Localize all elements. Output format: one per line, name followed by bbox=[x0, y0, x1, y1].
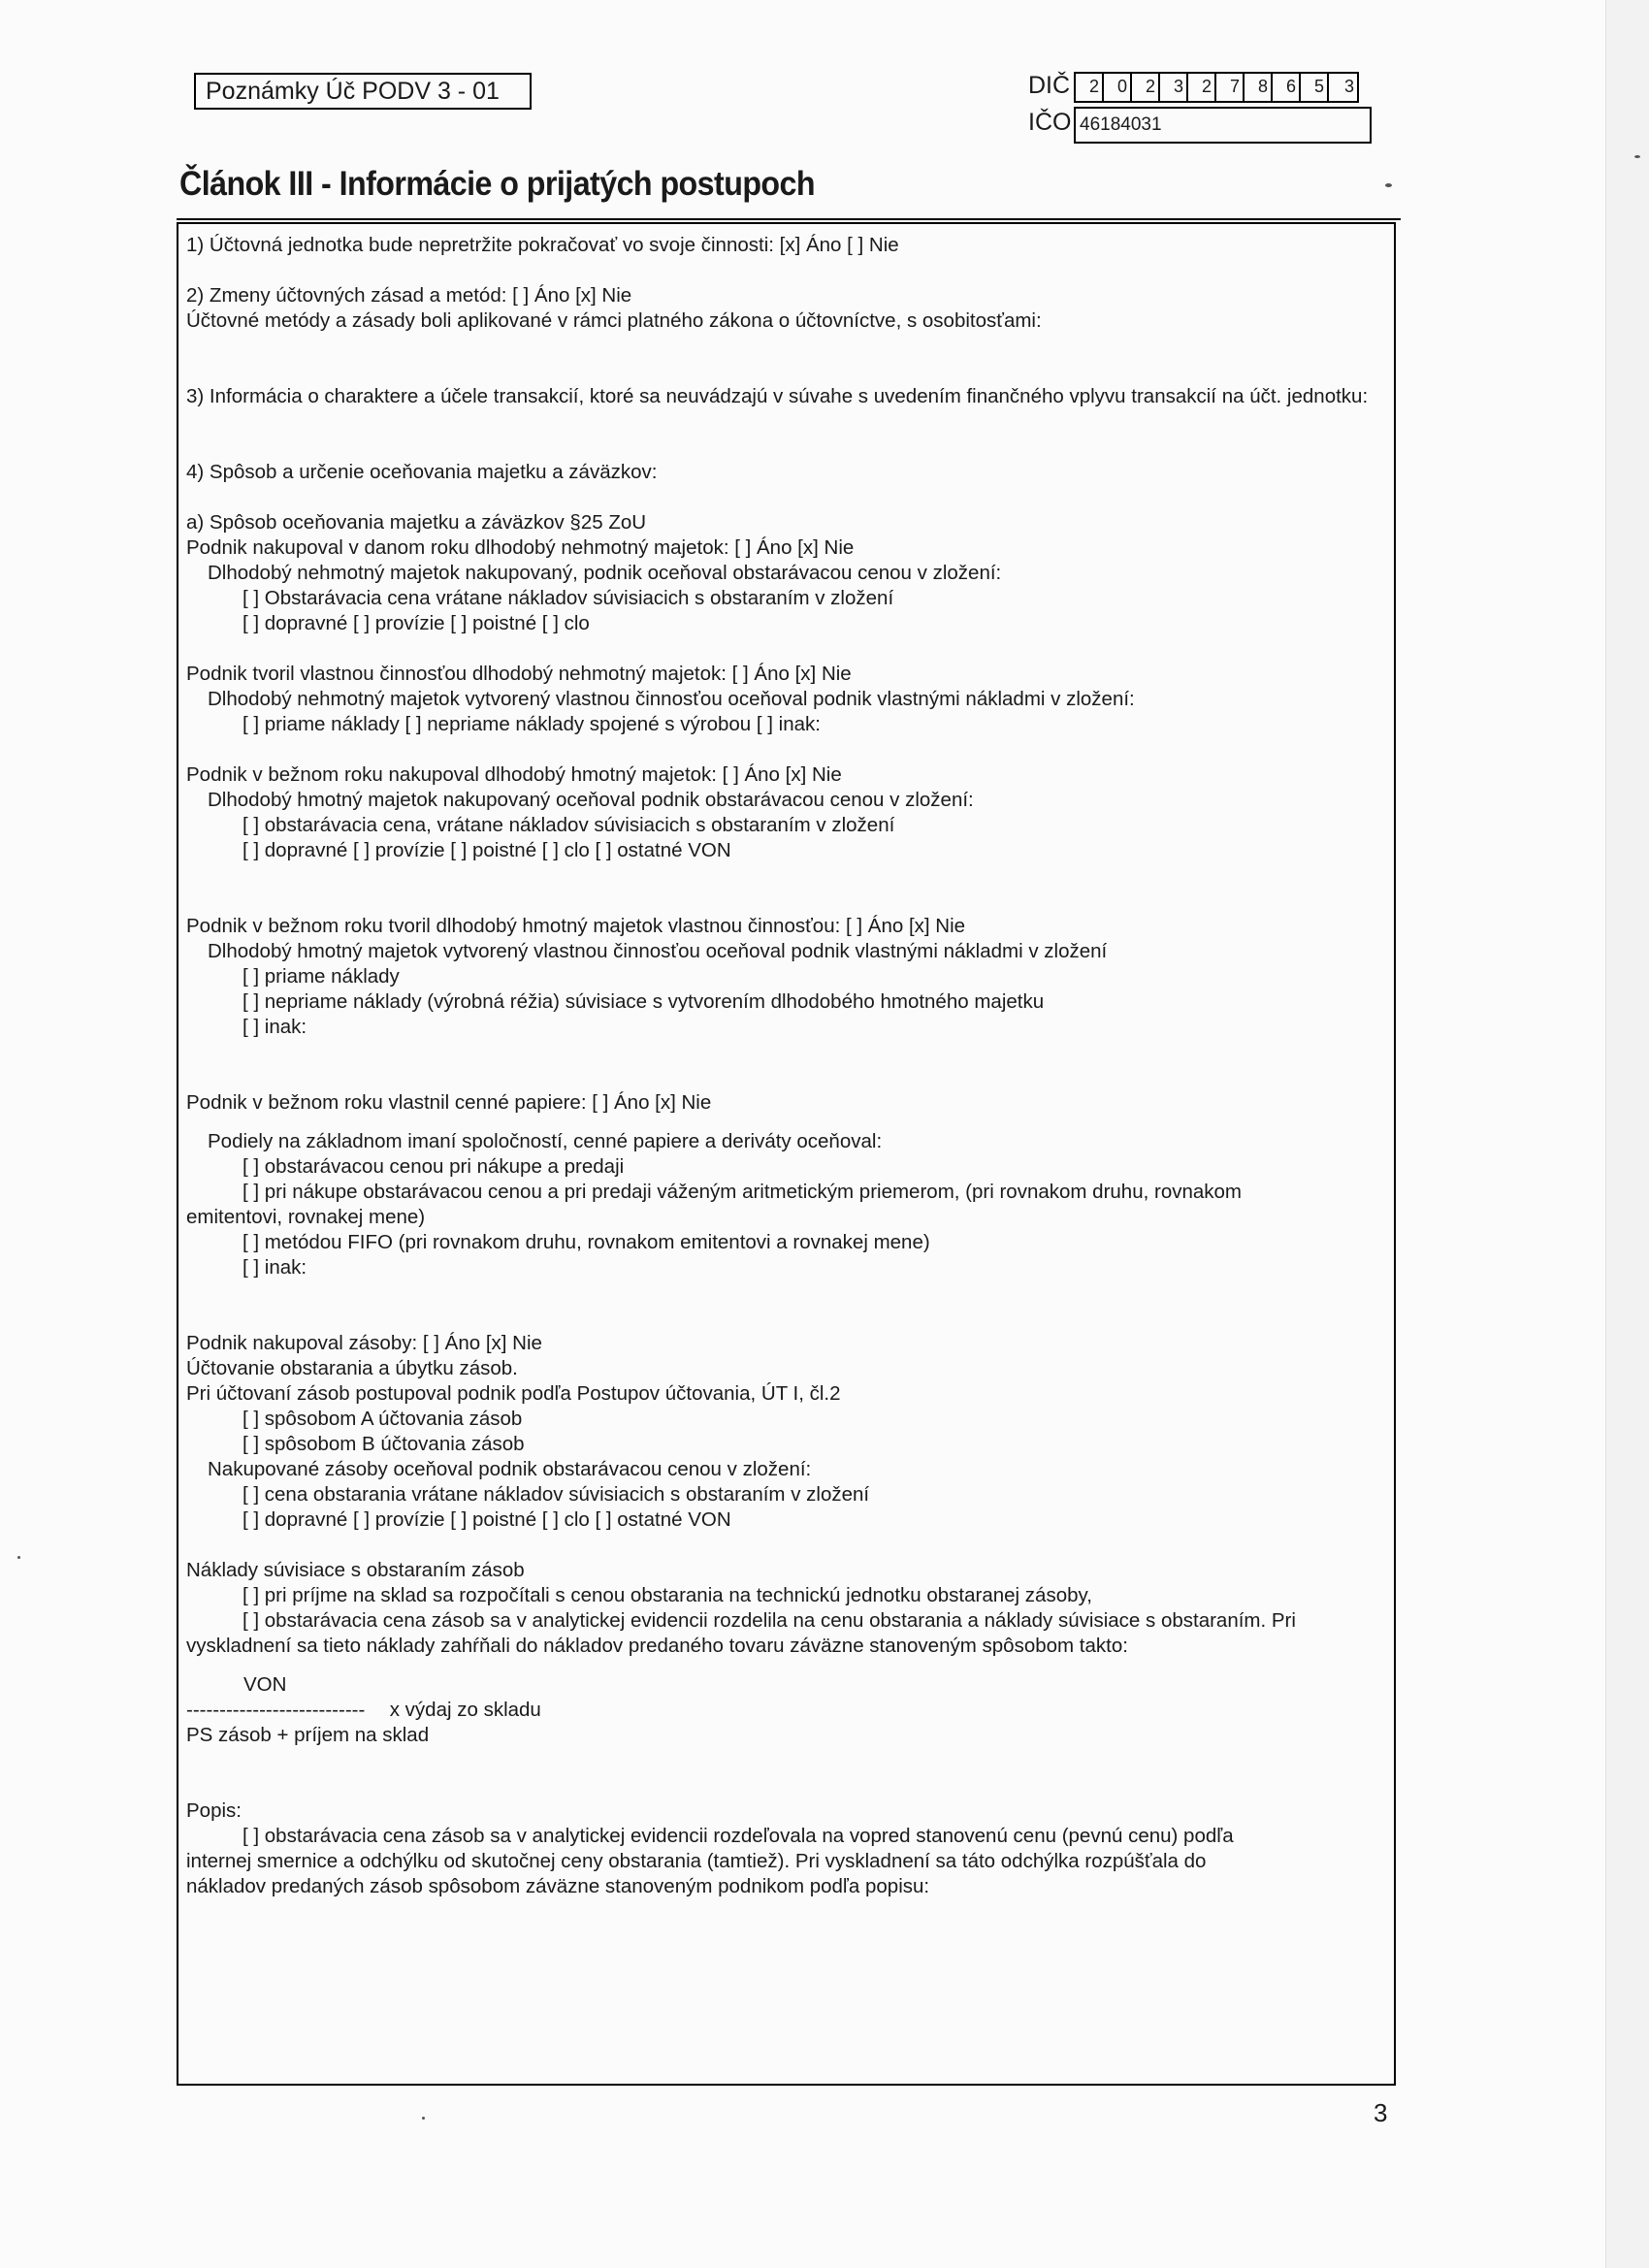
formula-denominator: PS zásob + príjem na sklad bbox=[186, 1724, 430, 1746]
ico-label: IČO bbox=[1028, 109, 1072, 136]
tangible-purchase-valuation: Dlhodobý hmotný majetok nakupovaný oceňoval podnik obstarávacou cenou v zložení: bbox=[208, 789, 974, 811]
inventory-valuation-option: [ ] cena obstarania vrátane nákladov súvisiacich s obstaraním v zložení bbox=[242, 1483, 870, 1506]
securities-option: [ ] obstarávacou cenou pri nákupe a predaji bbox=[242, 1155, 625, 1178]
inventory-accounting: Účtovanie obstarania a úbytku zásob. bbox=[186, 1357, 518, 1379]
description-option-cont: nákladov predaných zásob spôsobom záväzne stanoveným podnikom podľa popisu: bbox=[186, 1875, 930, 1897]
intangible-own: Podnik tvoril vlastnou činnosťou dlhodobý nehmotný majetok: [ ] Áno [x] Nie bbox=[186, 663, 852, 685]
page-number: 3 bbox=[1374, 2098, 1388, 2127]
securities-option-cont: emitentovi, rovnakej mene) bbox=[186, 1206, 426, 1228]
scan-speck bbox=[17, 1556, 20, 1559]
tangible-purchase-components: [ ] dopravné [ ] provízie [ ] poistné [ ] clo [ ] ostatné VON bbox=[242, 839, 731, 861]
acquisition-costs-option-cont: vyskladnení sa tieto náklady zahŕňali do nákladov predaného tovaru záväzne stanoveným spôsobom takto: bbox=[186, 1635, 1128, 1657]
dic-digit: 3 bbox=[1160, 74, 1188, 101]
description-option: [ ] obstarávacia cena zásob sa v analytickej evidencii rozdeľovala na vopred stanovenú cenu (pevnú cenu) podľa bbox=[242, 1825, 1234, 1847]
securities-option: [ ] metódou FIFO (pri rovnakom druhu, rovnakom emitentovi a rovnakej mene) bbox=[242, 1231, 930, 1253]
scan-edge bbox=[1605, 0, 1649, 2268]
inventory-procedure: Pri účtovaní zásob postupoval podnik podľa Postupov účtovania, ÚT I, čl.2 bbox=[186, 1382, 841, 1405]
item-1: 1) Účtovná jednotka bude nepretržite pokračovať vo svoje činnosti: [x] Áno [ ] Nie bbox=[186, 234, 899, 256]
item-4a-heading: a) Spôsob oceňovania majetku a záväzkov §25 ZoU bbox=[186, 511, 647, 534]
formula-multiplier: x výdaj zo skladu bbox=[389, 1699, 541, 1721]
acquisition-costs-option: [ ] pri príjme na sklad sa rozpočítali s cenou obstarania na technickú jednotku obstaranej zásoby, bbox=[242, 1584, 1092, 1606]
tangible-own-valuation: Dlhodobý hmotný majetok vytvorený vlastnou činnosťou oceňoval podnik vlastnými nákladmi v zložení bbox=[208, 940, 1108, 962]
frame-top-rule bbox=[177, 218, 1401, 220]
inventory-method: [ ] spôsobom B účtovania zásob bbox=[242, 1433, 525, 1455]
form-id-box: Poznámky Úč PODV 3 - 01 bbox=[194, 73, 532, 110]
tangible-own: Podnik v bežnom roku tvoril dlhodobý hmotný majetok vlastnou činnosťou: [ ] Áno [x] Nie bbox=[186, 915, 966, 937]
intangible-purchase-components: [ ] dopravné [ ] provízie [ ] poistné [ ] clo bbox=[242, 612, 590, 634]
securities-option: [ ] inak: bbox=[242, 1256, 307, 1279]
intangible-purchase: Podnik nakupoval v danom roku dlhodobý nehmotný majetok: [ ] Áno [x] Nie bbox=[186, 536, 855, 559]
dic-digit: 2 bbox=[1132, 74, 1160, 101]
acquisition-costs: Náklady súvisiace s obstaraním zásob bbox=[186, 1559, 525, 1581]
tangible-purchase-option: [ ] obstarávacia cena, vrátane nákladov súvisiacich s obstaraním v zložení bbox=[242, 814, 895, 836]
item-2-text: Účtovné metódy a zásady boli aplikované v rámci platného zákona o účtovníctve, s osobitosťami: bbox=[186, 309, 1042, 332]
formula-line bbox=[180, 1698, 1391, 1723]
formula-dash: --------------------------- bbox=[186, 1699, 366, 1721]
inventory-method: [ ] spôsobom A účtovania zásob bbox=[242, 1408, 523, 1430]
item-2-heading: 2) Zmeny účtovných zásad a metód: [ ] Áno [x] Nie bbox=[186, 284, 632, 307]
inventory-valuation-components: [ ] dopravné [ ] provízie [ ] poistné [ ] clo [ ] ostatné VON bbox=[242, 1508, 731, 1531]
description-label: Popis: bbox=[186, 1799, 242, 1822]
dic-digit: 0 bbox=[1104, 74, 1132, 101]
dic-digit: 2 bbox=[1076, 74, 1104, 101]
dic-digit: 8 bbox=[1245, 74, 1273, 101]
intangible-own-options: [ ] priame náklady [ ] nepriame náklady spojené s výrobou [ ] inak: bbox=[242, 713, 821, 735]
intangible-purchase-valuation: Dlhodobý nehmotný majetok nakupovaný, podnik oceňoval obstarávacou cenou v zložení: bbox=[208, 562, 1002, 584]
article-content bbox=[180, 233, 1391, 1899]
page-title: Článok III - Informácie o prijatých postupoch bbox=[179, 165, 816, 203]
item-4: 4) Spôsob a určenie oceňovania majetku a záväzkov: bbox=[186, 461, 658, 483]
dic-digit: 2 bbox=[1188, 74, 1216, 101]
intangible-purchase-option: [ ] Obstarávacia cena vrátane nákladov súvisiacich s obstaraním v zložení bbox=[242, 587, 894, 609]
inventory-valuation: Nakupované zásoby oceňoval podnik obstarávacou cenou v zložení: bbox=[208, 1458, 812, 1480]
tangible-purchase: Podnik v bežnom roku nakupoval dlhodobý hmotný majetok: [ ] Áno [x] Nie bbox=[186, 763, 842, 786]
securities: Podnik v bežnom roku vlastnil cenné papiere: [ ] Áno [x] Nie bbox=[186, 1091, 712, 1114]
dic-digit: 7 bbox=[1216, 74, 1245, 101]
acquisition-costs-option: [ ] obstarávacia cena zásob sa v analytickej evidencii rozdelila na cenu obstarania a náklady súvisiace s obstaraním. Pri bbox=[242, 1609, 1296, 1632]
tangible-own-option: [ ] inak: bbox=[242, 1016, 307, 1038]
description-option-cont: internej smernice a odchýlku od skutočnej ceny obstarania (tamtiež). Pri vyskladnení sa táto odchýlka rozpúšťala do bbox=[186, 1850, 1207, 1872]
formula-numerator: VON bbox=[243, 1673, 287, 1696]
tangible-own-option: [ ] priame náklady bbox=[242, 965, 400, 988]
dic-digit: 3 bbox=[1343, 77, 1354, 96]
intangible-own-valuation: Dlhodobý nehmotný majetok vytvorený vlastnou činnosťou oceňoval podnik vlastnými nákladmi v zložení: bbox=[208, 688, 1135, 710]
scan-speck bbox=[1634, 155, 1640, 158]
tangible-own-option: [ ] nepriame náklady (výrobná réžia) súvisiace s vytvorením dlhodobého hmotného majetku bbox=[242, 990, 1045, 1013]
dic-digit: 6 bbox=[1273, 74, 1301, 101]
dic-label: DIČ bbox=[1028, 72, 1071, 99]
dic-digit: 5 bbox=[1301, 74, 1329, 101]
securities-option: [ ] pri nákupe obstarávacou cenou a pri predaji váženým aritmetickým priemerom, (pri rovnakom druhu, rovnakom bbox=[242, 1181, 1242, 1203]
inventory-purchase: Podnik nakupoval zásoby: [ ] Áno [x] Nie bbox=[186, 1332, 542, 1354]
scan-speck bbox=[422, 2117, 425, 2120]
dic-field bbox=[1074, 72, 1359, 103]
item-3: 3) Informácia o charaktere a účele transakcií, ktoré sa neuvádzajú v súvahe s uvedením finančného vplyvu transakcií na účt. jednotku: bbox=[186, 385, 1369, 407]
scan-speck bbox=[1385, 183, 1392, 187]
securities-valuation: Podiely na základnom imaní spoločností, cenné papiere a deriváty oceňoval: bbox=[208, 1130, 883, 1152]
ico-field: 46184031 bbox=[1074, 107, 1372, 144]
